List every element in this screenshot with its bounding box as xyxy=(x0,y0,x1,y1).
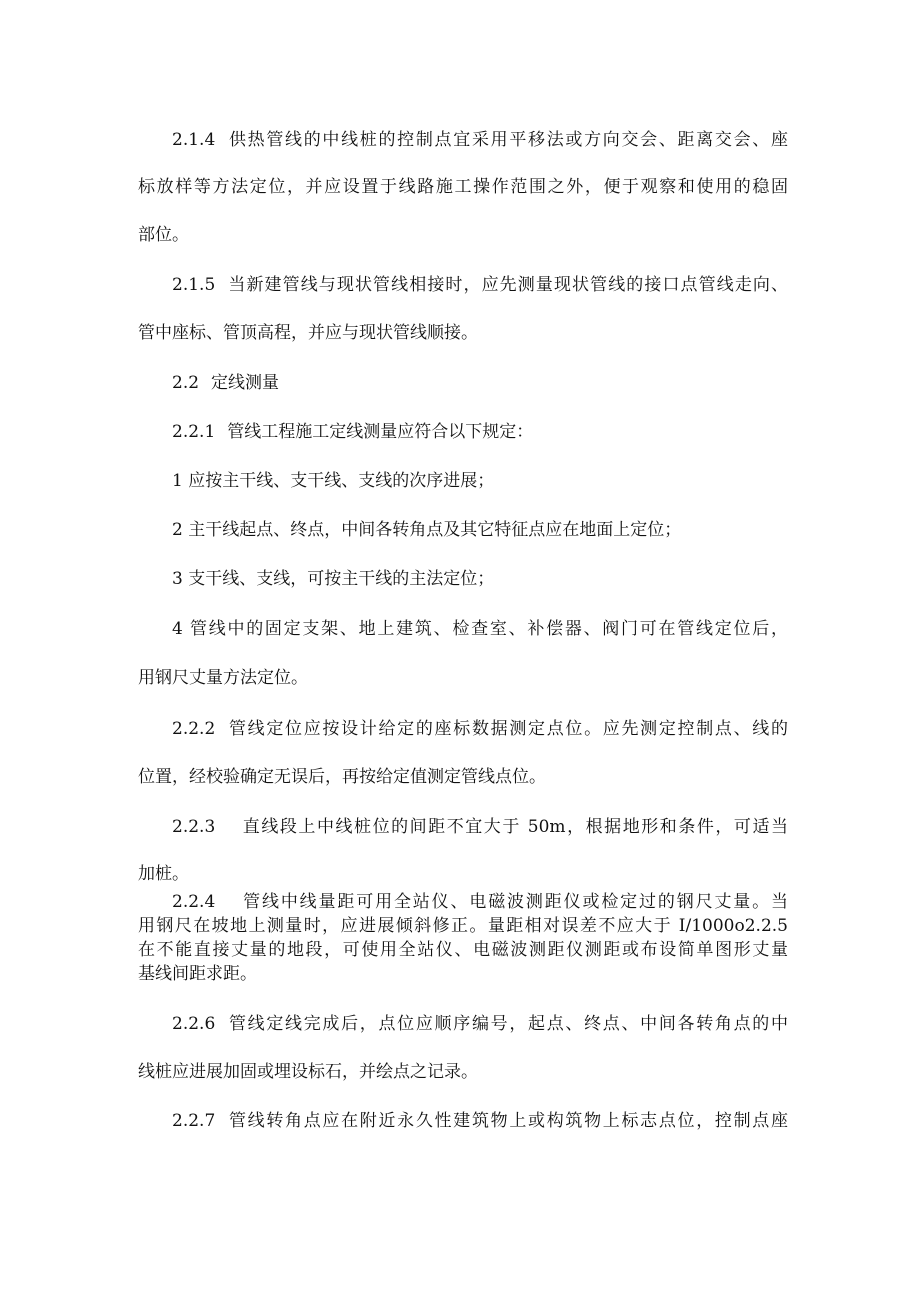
paragraph-2-1-4-line-2: 标放样等方法定位，并应设置于线路施工操作范围之外，便于观察和使用的稳固 xyxy=(138,177,788,197)
paragraph-text: 管线中线量距可用全站仪、电磁波测距仪或检定过的钢尺丈量。当 xyxy=(241,892,788,912)
paragraph-text: 管线定线完成后，点位应顺序编号，起点、终点、中间各转角点的中 xyxy=(227,1014,788,1034)
section-number: 2.2.4 xyxy=(172,892,216,912)
list-item-4: 4 管线中的固定支架、地上建筑、检查室、补偿器、阀门可在管线定位后， xyxy=(172,619,788,639)
section-number: 2.2.3 xyxy=(172,817,216,837)
section-number: 2.2.2 xyxy=(172,719,216,739)
paragraph-2-2-4-line-1 xyxy=(172,890,788,914)
paragraph-2-1-5-line-2: 管中座标、管顶高程，并应与现状管线顺接。 xyxy=(138,323,478,343)
paragraph-2-2-2-line-2: 位置，经校验确定无误后，再按给定值测定管线点位。 xyxy=(138,767,546,787)
list-item-4-continued: 用钢尺丈量方法定位。 xyxy=(138,668,308,688)
paragraph-text: 当新建管线与现状管线相接时，应先测量现状管线的接口点管线走向、 xyxy=(227,275,788,295)
paragraph-2-2-1-line-1 xyxy=(172,420,788,444)
paragraph-2-2-4-line-4: 基线间距求距。 xyxy=(138,964,257,984)
section-number: 2.2.6 xyxy=(172,1014,216,1034)
paragraph-2-2-6-line-1 xyxy=(172,1012,788,1036)
paragraph-2-1-5-line-1 xyxy=(172,273,788,297)
paragraph-2-1-4-line-1 xyxy=(172,128,788,152)
paragraph-2-2-4-line-3: 在不能直接丈量的地段，可使用全站仪、电磁波测距仪测距或布设简单图形丈量 xyxy=(138,940,788,960)
paragraph-2-2-2-line-1 xyxy=(172,717,788,741)
paragraph-2-2-3-line-1 xyxy=(172,815,788,839)
paragraph-text: 管线定位应按设计给定的座标数据测定点位。应先测定控制点、线的 xyxy=(227,719,788,739)
section-number: 2.2.1 xyxy=(172,422,216,442)
paragraph-2-2-3-line-2: 加桩。 xyxy=(138,864,189,884)
section-heading-2-2 xyxy=(172,371,822,395)
paragraph-text: 管线转角点应在附近永久性建筑物上或构筑物上标志点位，控制点座 xyxy=(227,1111,788,1131)
list-item-1: 1 应按主干线、支干线、支线的次序进展； xyxy=(172,471,495,491)
list-item-2: 2 主干线起点、终点，中间各转角点及其它特征点应在地面上定位； xyxy=(172,520,682,540)
paragraph-2-2-6-line-2: 线桩应进展加固或埋设标石，并绘点之记录。 xyxy=(138,1062,478,1082)
section-number: 2.2.7 xyxy=(172,1111,216,1131)
paragraph-text: 直线段上中线桩位的间距不宜大于 50m，根据地形和条件，可适当 xyxy=(241,817,788,837)
section-number: 2.2 xyxy=(172,373,200,393)
paragraph-2-1-4-line-3: 部位。 xyxy=(138,225,189,245)
section-number: 2.1.4 xyxy=(172,130,216,150)
paragraph-text: 管线工程施工定线测量应符合以下规定： xyxy=(227,422,534,442)
paragraph-text: 供热管线的中线桩的控制点宜采用平移法或方向交会、距离交会、座 xyxy=(227,130,788,150)
paragraph-2-2-7-line-1 xyxy=(172,1109,788,1133)
list-item-3: 3 支干线、支线，可按主干线的主法定位； xyxy=(172,569,495,589)
paragraph-2-2-4-line-2: 用钢尺在坡地上测量时，应进展倾斜修正。量距相对误差不应大于 I/1000o2.2.5 xyxy=(138,916,788,936)
section-number: 2.1.5 xyxy=(172,275,216,295)
section-title: 定线测量 xyxy=(211,373,280,393)
